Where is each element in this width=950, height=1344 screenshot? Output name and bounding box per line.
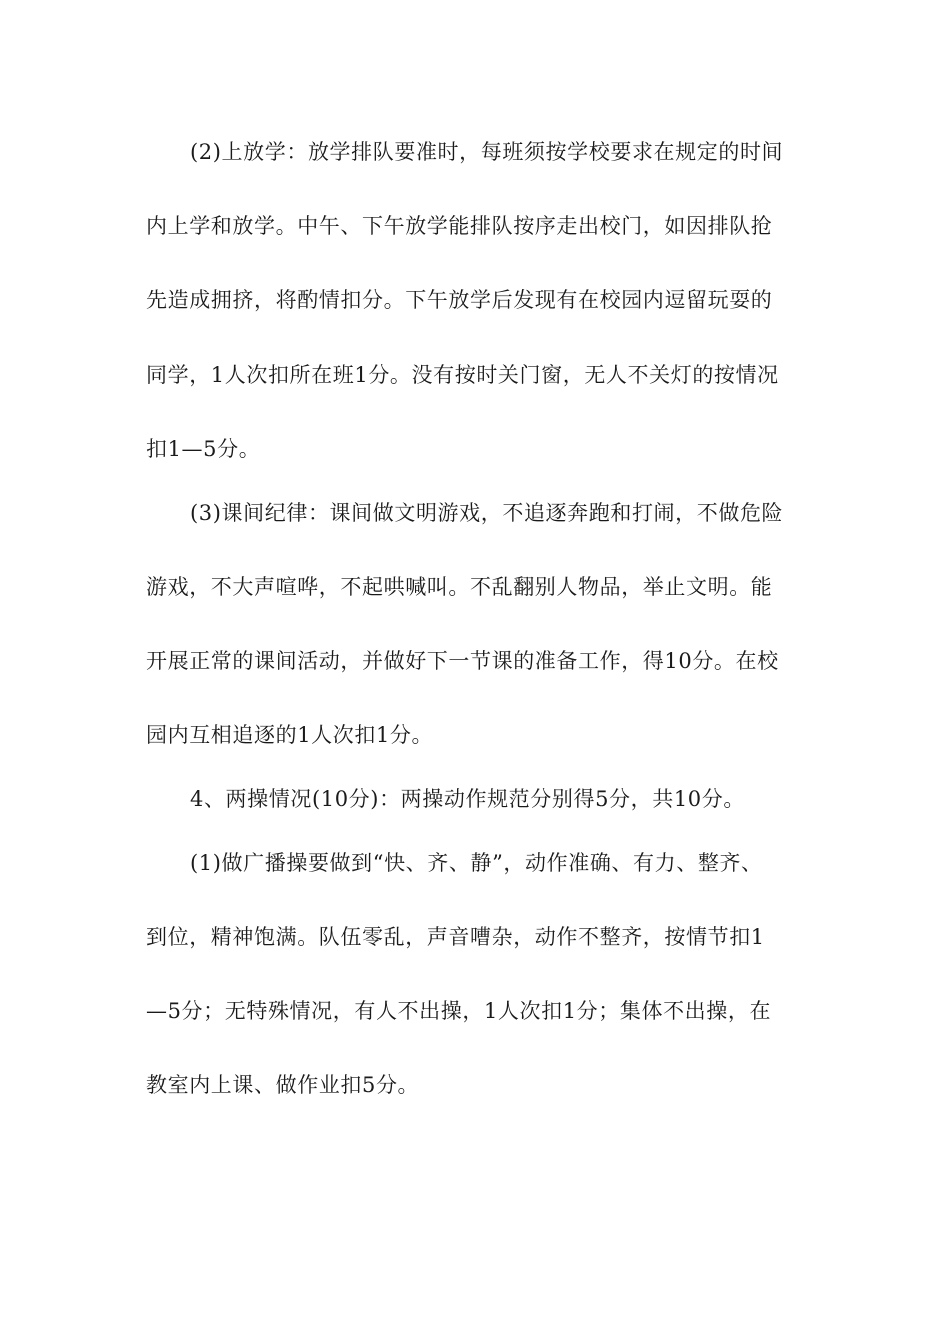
text-line-13: —5分；无特殊情况，有人不出操，1人次扣1分；集体不出操，在 (146, 999, 772, 1023)
text-line-8: 开展正常的课间活动，并做好下一节课的准备工作，得10分。在校 (146, 649, 779, 673)
text-line-7: 游戏，不大声喧哗，不起哄喊叫。不乱翻别人物品，举止文明。能 (146, 575, 773, 599)
text-line-14: 教室内上课、做作业扣5分。 (146, 1073, 420, 1097)
text-line-11: (1)做广播操要做到“快、齐、静”，动作准确、有力、整齐、 (190, 851, 763, 875)
text-line-5: 扣1—5分。 (146, 437, 261, 461)
text-line-3: 先造成拥挤，将酌情扣分。下午放学后发现有在校园内逗留玩耍的 (146, 288, 773, 312)
text-line-1: (2)上放学：放学排队要准时，每班须按学校要求在规定的时间 (190, 140, 784, 164)
text-line-9: 园内互相追逐的1人次扣1分。 (146, 723, 434, 747)
text-line-2: 内上学和放学。中午、下午放学能排队按序走出校门，如因排队抢 (146, 214, 773, 238)
text-line-10: 4、两操情况(10分)：两操动作规范分别得5分，共10分。 (190, 787, 745, 811)
text-line-12: 到位，精神饱满。队伍零乱，声音嘈杂，动作不整齐，按情节扣1 (146, 925, 765, 949)
text-line-4: 同学，1人次扣所在班1分。没有按时关门窗，无人不关灯的按情况 (146, 363, 779, 387)
text-line-6: (3)课间纪律：课间做文明游戏，不追逐奔跑和打闹，不做危险 (190, 501, 784, 525)
